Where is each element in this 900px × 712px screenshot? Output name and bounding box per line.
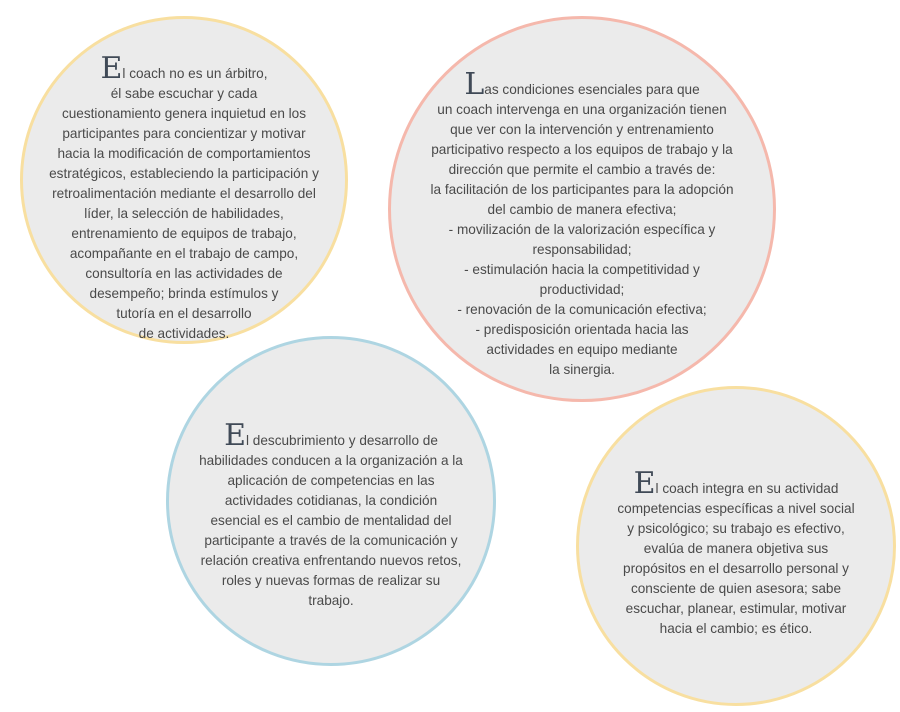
circle-coach-integration	[576, 386, 896, 706]
line-text: líder, la selección de habilidades,	[84, 206, 284, 221]
line-text: - estimulación hacia la competitividad y	[464, 262, 700, 277]
text-line	[169, 491, 493, 511]
text-line	[169, 511, 493, 531]
text-line	[391, 280, 773, 300]
text-line	[391, 260, 773, 280]
line-text: consciente de quien asesora; sabe	[630, 581, 842, 596]
text-line	[23, 304, 345, 324]
text-line	[391, 220, 773, 240]
text-line	[391, 300, 773, 320]
text-line	[391, 360, 773, 380]
line-text: que ver con la intervención y entrenamiento	[450, 122, 714, 137]
circle-text	[579, 466, 893, 639]
text-line	[169, 531, 493, 551]
text-line	[579, 599, 893, 619]
line-text: aplicación de competencias en las	[227, 473, 435, 488]
circle-essential-conditions	[388, 16, 776, 402]
line-text: l coach no es un árbitro,	[122, 66, 268, 81]
text-line	[391, 240, 773, 260]
drop-cap-initial: E	[100, 51, 123, 86]
text-line	[169, 591, 493, 611]
line-text: productividad;	[539, 282, 625, 297]
line-text: hacia el cambio; es ético.	[659, 621, 813, 636]
line-text: participante a través de la comunicación y	[204, 533, 458, 548]
line-text: participantes para concientizar y motivar	[62, 126, 306, 141]
line-text: retroalimentación mediante el desarrollo del	[52, 186, 316, 201]
drop-cap-initial: L	[464, 67, 485, 102]
line-text: participativo respecto a los equipos de trabajo y la	[431, 142, 733, 157]
text-line	[23, 104, 345, 124]
text-line	[579, 519, 893, 539]
text-line	[169, 571, 493, 591]
text-line	[23, 124, 345, 144]
text-line	[23, 51, 345, 86]
text-line	[579, 619, 893, 639]
drop-cap-initial: E	[224, 418, 246, 453]
line-text: él sabe escuchar y cada	[110, 86, 258, 101]
line-text: relación creativa enfrentando nuevos retos,	[200, 553, 462, 568]
line-text: tutoría en el desarrollo	[116, 306, 252, 321]
line-text: evalúa de manera objetiva sus	[643, 541, 829, 556]
line-text: propósitos en el desarrollo personal y	[623, 561, 849, 576]
line-text: la sinergia.	[549, 362, 615, 377]
line-text: de actividades.	[138, 326, 230, 341]
text-line	[23, 164, 345, 184]
line-text: entrenamiento de equipos de trabajo,	[71, 226, 297, 241]
line-text: acompañante en el trabajo de campo,	[69, 246, 299, 261]
line-text: estratégicos, estableciendo la participación y	[49, 166, 319, 181]
line-text: competencias específicas a nivel social	[617, 501, 855, 516]
line-text: la facilitación de los participantes para la adopción	[430, 182, 734, 197]
text-line	[391, 200, 773, 220]
text-line	[391, 160, 773, 180]
circle-text	[23, 51, 345, 344]
text-line	[391, 100, 773, 120]
line-text: l coach integra en su actividad	[655, 481, 839, 496]
text-line	[23, 224, 345, 244]
text-line	[391, 340, 773, 360]
text-line	[579, 466, 893, 501]
text-line	[391, 180, 773, 200]
line-text: desempeño; brinda estímulos y	[89, 286, 279, 301]
line-text: as condiciones esenciales para que	[484, 82, 700, 97]
line-text: - predisposición orientada hacia las	[475, 322, 689, 337]
circle-text	[391, 67, 773, 380]
text-line	[391, 140, 773, 160]
line-text: un coach intervenga en una organización tienen	[437, 102, 727, 117]
circle-coach-role	[20, 16, 348, 344]
line-text: responsabilidad;	[532, 242, 632, 257]
text-line	[579, 539, 893, 559]
drop-cap-initial: E	[633, 466, 656, 501]
text-line	[23, 184, 345, 204]
text-line	[579, 559, 893, 579]
circle-skills-discovery	[166, 336, 496, 666]
line-text: del cambio de manera efectiva;	[487, 202, 677, 217]
line-text: - movilización de la valorización específica y	[448, 222, 716, 237]
line-text: y psicológico; su trabajo es efectivo,	[627, 521, 845, 536]
text-line	[23, 84, 345, 104]
text-line	[391, 320, 773, 340]
text-line	[23, 264, 345, 284]
line-text: habilidades conducen a la organización a la	[199, 453, 463, 468]
line-text: trabajo.	[308, 593, 354, 608]
text-line	[23, 284, 345, 304]
text-line	[23, 244, 345, 264]
text-line	[391, 67, 773, 102]
text-line	[169, 471, 493, 491]
line-text: escuchar, planear, estimular, motivar	[625, 601, 847, 616]
line-text: actividades cotidianas, la condición	[224, 493, 438, 508]
text-line	[579, 579, 893, 599]
line-text: l descubrimiento y desarrollo de	[245, 433, 438, 448]
text-line	[169, 418, 493, 453]
line-text: roles y nuevas formas de realizar su	[221, 573, 441, 588]
text-line	[23, 144, 345, 164]
line-text: cuestionamiento genera inquietud en los	[61, 106, 307, 121]
line-text: consultoría en las actividades de	[85, 266, 283, 281]
circle-text	[169, 418, 493, 611]
line-text: actividades en equipo mediante	[486, 342, 678, 357]
line-text: dirección que permite el cambio a través de:	[448, 162, 716, 177]
line-text: hacia la modificación de comportamientos	[57, 146, 311, 161]
text-line	[23, 204, 345, 224]
line-text: - renovación de la comunicación efectiva;	[457, 302, 707, 317]
text-line	[169, 451, 493, 471]
text-line	[391, 120, 773, 140]
line-text: esencial es el cambio de mentalidad del	[210, 513, 452, 528]
text-line	[169, 551, 493, 571]
text-line	[579, 499, 893, 519]
